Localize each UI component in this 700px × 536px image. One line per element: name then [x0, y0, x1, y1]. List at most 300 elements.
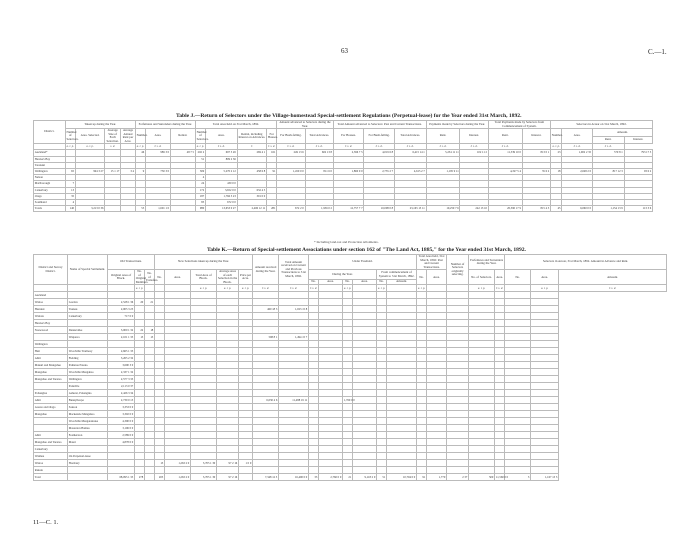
table-cell — [495, 425, 505, 432]
unit-cell: £ s. d. — [277, 144, 305, 150]
table-cell: Wellington — [34, 341, 68, 348]
table-cell — [165, 369, 191, 376]
table-cell — [417, 425, 427, 432]
table-cell — [469, 446, 495, 453]
table-cell: 632 4 5 — [237, 187, 266, 193]
table-cell — [447, 362, 469, 369]
table-cell — [505, 299, 531, 306]
table-cell — [309, 460, 319, 467]
table-cell — [165, 467, 191, 474]
table-cell — [387, 439, 417, 446]
table-cell — [279, 460, 309, 467]
table-cell: 4,878 0 0 — [108, 439, 135, 446]
table-cell — [343, 306, 353, 313]
table-cell — [253, 453, 279, 460]
table-cell — [239, 474, 253, 481]
table-cell: Mangahao — [34, 369, 68, 376]
tk-sub: Area. — [319, 279, 343, 284]
tk-sub: Area. — [353, 279, 377, 284]
table-cell — [309, 383, 319, 390]
table-cell — [469, 376, 495, 383]
table-cell — [191, 397, 217, 404]
table-cell: 3,302 0 0 — [108, 411, 135, 418]
table-cell — [217, 327, 239, 334]
table-cell: Wellington — [68, 376, 108, 383]
table-cell — [135, 432, 145, 439]
table-cell: Hawke's Bay — [34, 320, 68, 327]
table-cell: On Perpetual-lease — [68, 453, 108, 460]
table-cell: 4,615 2 7 — [394, 169, 426, 175]
table-cell — [319, 383, 343, 390]
table-cell — [68, 467, 108, 474]
table-cell — [469, 355, 495, 362]
table-cell: 2,577 3 33 — [108, 376, 135, 383]
table-cell — [253, 411, 279, 418]
table-cell: 6,030 4 6 — [253, 397, 279, 404]
table-cell — [145, 348, 155, 355]
table-cell — [217, 306, 239, 313]
table-cell — [217, 299, 239, 306]
table-cell — [279, 467, 309, 474]
table-cell — [377, 397, 387, 404]
table-cell — [427, 376, 447, 383]
tk-col-area-held: Total Area held, 31st March, 1892: Past and Current Transactions. — [417, 255, 447, 270]
tk-col-total-received: Total Amount received on Current and Previous Transactions to 31st March, 1892. — [279, 255, 309, 285]
unit-cell: a. r. p. — [469, 285, 495, 292]
table-cell: Wairoa — [34, 460, 68, 467]
table-cell — [531, 306, 559, 313]
table-cell — [531, 404, 559, 411]
table-cell — [343, 453, 353, 460]
table-cell — [495, 292, 505, 299]
table-cell — [253, 460, 279, 467]
table-cell — [447, 334, 469, 341]
table-cell: 18 — [551, 169, 562, 175]
unit-cell: £ s. d. — [559, 285, 667, 292]
table-cell: 6,415 14 1 — [394, 150, 426, 156]
table-cell — [319, 432, 343, 439]
tk-col-arrears: Selectors in Arrear, 31st March, 1892. Amount in Advance and Rent. — [505, 255, 667, 270]
table-cell — [447, 383, 469, 390]
table-cell — [495, 348, 505, 355]
table-cell — [145, 383, 155, 390]
table-cell — [145, 411, 155, 418]
unit-cell: £ s. d. — [426, 144, 460, 150]
table-cell — [319, 439, 343, 446]
table-cell — [447, 425, 469, 432]
table-cell — [309, 432, 319, 439]
table-cell: 1,023 15 8 — [279, 306, 309, 313]
unit-cell: a. r. p. — [377, 285, 387, 292]
unit-cell: a. r. p. — [75, 144, 104, 150]
tk-sub: Average Area of each Selection in the Block. — [217, 269, 238, 284]
table-cell: Auckland* — [34, 150, 66, 156]
table-cell — [353, 327, 377, 334]
table-cell: 2,760 0 0 — [319, 474, 343, 481]
tj-col-forfeited: Forfeitures and Surrenders during the Year. — [135, 121, 195, 129]
table-row — [34, 362, 667, 369]
table-cell: Rakaia — [34, 467, 68, 474]
tk-col-forfeit: Forfeitures and Surrenders during the Year. — [469, 255, 505, 270]
table-cell: 10,259 7 6 — [426, 206, 460, 212]
table-cell — [469, 425, 495, 432]
table-cell — [427, 341, 447, 348]
table-cell — [279, 418, 309, 425]
table-cell — [239, 383, 253, 390]
table-cell — [387, 467, 417, 474]
unit-cell: £ s. d. — [279, 285, 309, 292]
unit-cell — [427, 285, 447, 292]
table-cell — [108, 460, 135, 467]
table-cell: 9 — [135, 169, 145, 175]
table-cell: 35 — [65, 193, 75, 199]
table-cell: 93 6 2 — [624, 169, 653, 175]
table-cell — [427, 362, 447, 369]
table-cell — [108, 341, 135, 348]
table-cell — [377, 446, 387, 453]
table-cell — [135, 362, 145, 369]
table-cell — [309, 376, 319, 383]
table-cell — [279, 453, 309, 460]
table-cell — [495, 341, 505, 348]
tj-sub: For Houses. — [333, 129, 364, 144]
table-cell — [447, 355, 469, 362]
table-cell — [309, 397, 319, 404]
table-cell — [217, 334, 239, 341]
table-cell: Sanson — [68, 404, 108, 411]
table-cell — [191, 453, 217, 460]
table-cell — [387, 397, 417, 404]
table-cell — [427, 467, 447, 474]
table-cell — [417, 446, 427, 453]
table-cell — [427, 432, 447, 439]
table-cell — [447, 411, 469, 418]
table-cell — [239, 355, 253, 362]
table-cell — [531, 397, 559, 404]
table-cell — [217, 369, 239, 376]
table-cell: 460 18 3 — [253, 306, 279, 313]
table-cell — [505, 383, 531, 390]
table-cell — [279, 446, 309, 453]
table-cell — [343, 460, 353, 467]
unit-cell: a. r. p. — [239, 285, 253, 292]
table-cell — [495, 320, 505, 327]
table-cell: 3 4 — [121, 169, 136, 175]
table-cell — [239, 362, 253, 369]
table-cell: 1,760 0 0 — [343, 397, 353, 404]
table-cell: Pahiatua Extens. — [68, 362, 108, 369]
table-cell: 3,213 0 36 — [75, 206, 104, 212]
table-cell — [353, 390, 377, 397]
tk-col-received: Amount received during the Year. — [253, 255, 279, 285]
table-cell — [505, 320, 531, 327]
table-cell — [447, 446, 469, 453]
table-cell: 2,406 12 11 — [237, 206, 266, 212]
table-cell — [505, 467, 531, 474]
table-cell: 85 — [195, 199, 205, 205]
table-cell — [505, 390, 531, 397]
table-cell: Mackenzie Mangahao — [68, 411, 108, 418]
unit-cell — [165, 285, 191, 292]
table-cell: 793 17 3 — [624, 150, 653, 156]
tk-sub: Area. — [531, 270, 559, 285]
table-cell — [217, 362, 239, 369]
table-cell — [469, 418, 495, 425]
unit-cell: a. r. p. — [417, 285, 427, 292]
table-cell: 11,539 10 0 — [488, 150, 522, 156]
table-cell — [343, 348, 353, 355]
table-cell — [427, 369, 447, 376]
table-cell — [495, 313, 505, 320]
table-cell — [417, 369, 427, 376]
table-cell — [377, 439, 387, 446]
table-cell — [239, 404, 253, 411]
table-cell — [417, 432, 427, 439]
table-cell — [353, 369, 377, 376]
table-cell — [353, 306, 377, 313]
table-cell — [427, 327, 447, 334]
table-cell — [309, 390, 319, 397]
table-cell: 2,755 2 7 — [364, 169, 395, 175]
table-cell: Canterbury — [34, 446, 68, 453]
table-cell: Canterbury — [34, 187, 66, 193]
table-cell: 4,390 0 0 — [108, 418, 135, 425]
table-cell — [495, 411, 505, 418]
table-cell: Wellington — [34, 169, 66, 175]
table-cell — [387, 390, 417, 397]
table-cell — [145, 432, 155, 439]
table-cell — [217, 404, 239, 411]
table-cell — [239, 453, 253, 460]
table-cell — [447, 418, 469, 425]
table-cell — [165, 327, 191, 334]
table-cell — [447, 320, 469, 327]
table-cell — [469, 348, 495, 355]
table-cell: 68,095 1 35 — [108, 474, 135, 481]
table-cell — [377, 418, 387, 425]
tk-sub: Area. — [165, 270, 191, 285]
table-cell — [447, 376, 469, 383]
table-cell — [343, 418, 353, 425]
table-cell — [319, 334, 343, 341]
table-cell — [469, 397, 495, 404]
table-cell — [253, 390, 279, 397]
table-cell: 509 — [469, 474, 495, 481]
table-cell — [155, 453, 165, 460]
table-cell: 48 7 5 — [170, 150, 195, 156]
table-cell: Ashurst, Pohangina — [68, 390, 108, 397]
table-cell — [145, 467, 155, 474]
table-cell: 989 3 0 — [145, 150, 170, 156]
table-cell: 187 — [195, 193, 205, 199]
table-row — [34, 306, 667, 313]
table-cell — [387, 362, 417, 369]
table-cell — [34, 418, 68, 425]
table-cell — [531, 320, 559, 327]
table-cell: 161 — [267, 150, 277, 156]
table-cell — [239, 439, 253, 446]
table-row — [34, 432, 667, 439]
table-cell — [155, 292, 165, 299]
table-cell — [145, 404, 155, 411]
table-cell: Otago — [34, 193, 66, 199]
table-row — [34, 313, 667, 320]
tk-col-under-freehold: Under Freehold. — [309, 255, 417, 270]
table-cell: Gordon — [68, 299, 108, 306]
table-cell — [387, 404, 417, 411]
table-cell — [387, 341, 417, 348]
table-cell — [135, 425, 145, 432]
table-cell — [319, 397, 343, 404]
table-cell — [495, 362, 505, 369]
table-cell — [469, 334, 495, 341]
table-cell — [353, 411, 377, 418]
tk-sub: No. of Selectors. — [469, 270, 495, 285]
table-cell — [191, 313, 217, 320]
table-cell: Hurunui — [34, 306, 68, 313]
table-cell — [417, 397, 427, 404]
table-cell — [343, 383, 353, 390]
table-cell — [387, 348, 417, 355]
table-cell — [155, 348, 165, 355]
table-cell — [343, 425, 353, 432]
table-cell — [155, 334, 165, 341]
tk-sub: From commencement of System to 31st March, 1892. — [377, 270, 417, 280]
unit-cell: s. d. — [105, 144, 121, 150]
table-cell — [387, 355, 417, 362]
tk-col-number-sold: Number of Selectors originally selecting. — [447, 255, 469, 285]
table-cell: 2,528 1 36 — [108, 299, 135, 306]
table-cell — [319, 299, 343, 306]
table-cell — [319, 306, 343, 313]
table-cell — [387, 313, 417, 320]
table-cell — [319, 453, 343, 460]
table-cell — [531, 425, 559, 432]
table-cell — [531, 390, 559, 397]
table-cell: Waipawa — [68, 334, 108, 341]
table-cell — [353, 418, 377, 425]
table-cell: 9,118 2 0 — [353, 474, 377, 481]
table-cell — [469, 341, 495, 348]
table-row — [34, 348, 667, 355]
table-cell: 391 0 0 — [237, 193, 266, 199]
table-cell — [155, 376, 165, 383]
table-cell — [155, 369, 165, 376]
table-cell — [505, 446, 531, 453]
table-cell — [417, 313, 427, 320]
table-cell — [319, 362, 343, 369]
table-cell — [155, 467, 165, 474]
table-cell — [505, 306, 531, 313]
table-cell — [353, 299, 377, 306]
table-cell — [531, 327, 559, 334]
table-cell — [447, 313, 469, 320]
table-cell — [191, 334, 217, 341]
table-cell — [417, 334, 427, 341]
table-cell — [495, 376, 505, 383]
tk-sub: No. — [309, 279, 319, 284]
table-cell: 3,652 0 0 — [205, 187, 237, 193]
unit-cell — [68, 285, 108, 292]
table-cell — [387, 334, 417, 341]
table-cell — [427, 292, 447, 299]
unit-cell: a. r. p. — [66, 144, 74, 149]
table-cell — [417, 355, 427, 362]
table-row — [34, 453, 667, 460]
table-cell — [353, 341, 377, 348]
table-cell — [353, 355, 377, 362]
table-cell — [253, 299, 279, 306]
table-cell: 817 12 3 — [592, 169, 624, 175]
table-row — [34, 383, 667, 390]
table-cell — [531, 376, 559, 383]
table-cell — [279, 432, 309, 439]
tj-sub: Rental, including Interest on Advances. — [237, 129, 266, 144]
table-cell: 249 13 6 — [277, 150, 305, 156]
table-cell: Marlborough — [34, 181, 66, 187]
table-cell — [155, 383, 165, 390]
table-cell — [417, 404, 427, 411]
table-cell — [505, 334, 531, 341]
table-cell — [253, 376, 279, 383]
table-cell — [191, 341, 217, 348]
unit-cell — [145, 285, 155, 292]
table-cell: Dannevirke — [68, 327, 108, 334]
table-cell — [343, 404, 353, 411]
table-cell: 4 — [195, 175, 205, 181]
table-cell — [495, 397, 505, 404]
table-cell — [253, 320, 279, 327]
unit-cell: £ s. d. — [253, 285, 279, 292]
table-cell — [253, 355, 279, 362]
table-cell — [427, 453, 447, 460]
table-cell: 202 2 — [195, 150, 205, 156]
table-cell — [135, 390, 145, 397]
table-cell — [469, 292, 495, 299]
table-cell — [135, 369, 145, 376]
table-cell: Aorere and Otago — [34, 404, 68, 411]
table-cell — [309, 348, 319, 355]
table-cell — [417, 439, 427, 446]
table-cell — [279, 313, 309, 320]
table-cell — [377, 432, 387, 439]
table-cell: Norsewood — [34, 327, 68, 334]
table-cell — [343, 390, 353, 397]
unit-cell: £ s. d. — [205, 144, 237, 150]
table-cell — [495, 453, 505, 460]
table-cell — [427, 397, 447, 404]
table-cell — [387, 369, 417, 376]
table-cell — [253, 439, 279, 446]
unit-cell — [319, 285, 343, 292]
unit-cell: a. r. p. — [217, 285, 239, 292]
table-cell — [377, 376, 387, 383]
table-cell — [191, 425, 217, 432]
table-cell — [165, 425, 191, 432]
table-cell — [309, 313, 319, 320]
table-cell — [353, 383, 377, 390]
tk-sub: Area. — [495, 270, 505, 285]
table-row — [34, 411, 667, 418]
table-row — [34, 418, 667, 425]
table-cell: 21 — [145, 299, 155, 306]
table-cell — [239, 467, 253, 474]
table-cell — [343, 432, 353, 439]
table-cell — [505, 411, 531, 418]
table-cell: 20 — [135, 299, 145, 306]
table-cell — [165, 306, 191, 313]
tj-sub: Area. — [145, 129, 170, 144]
